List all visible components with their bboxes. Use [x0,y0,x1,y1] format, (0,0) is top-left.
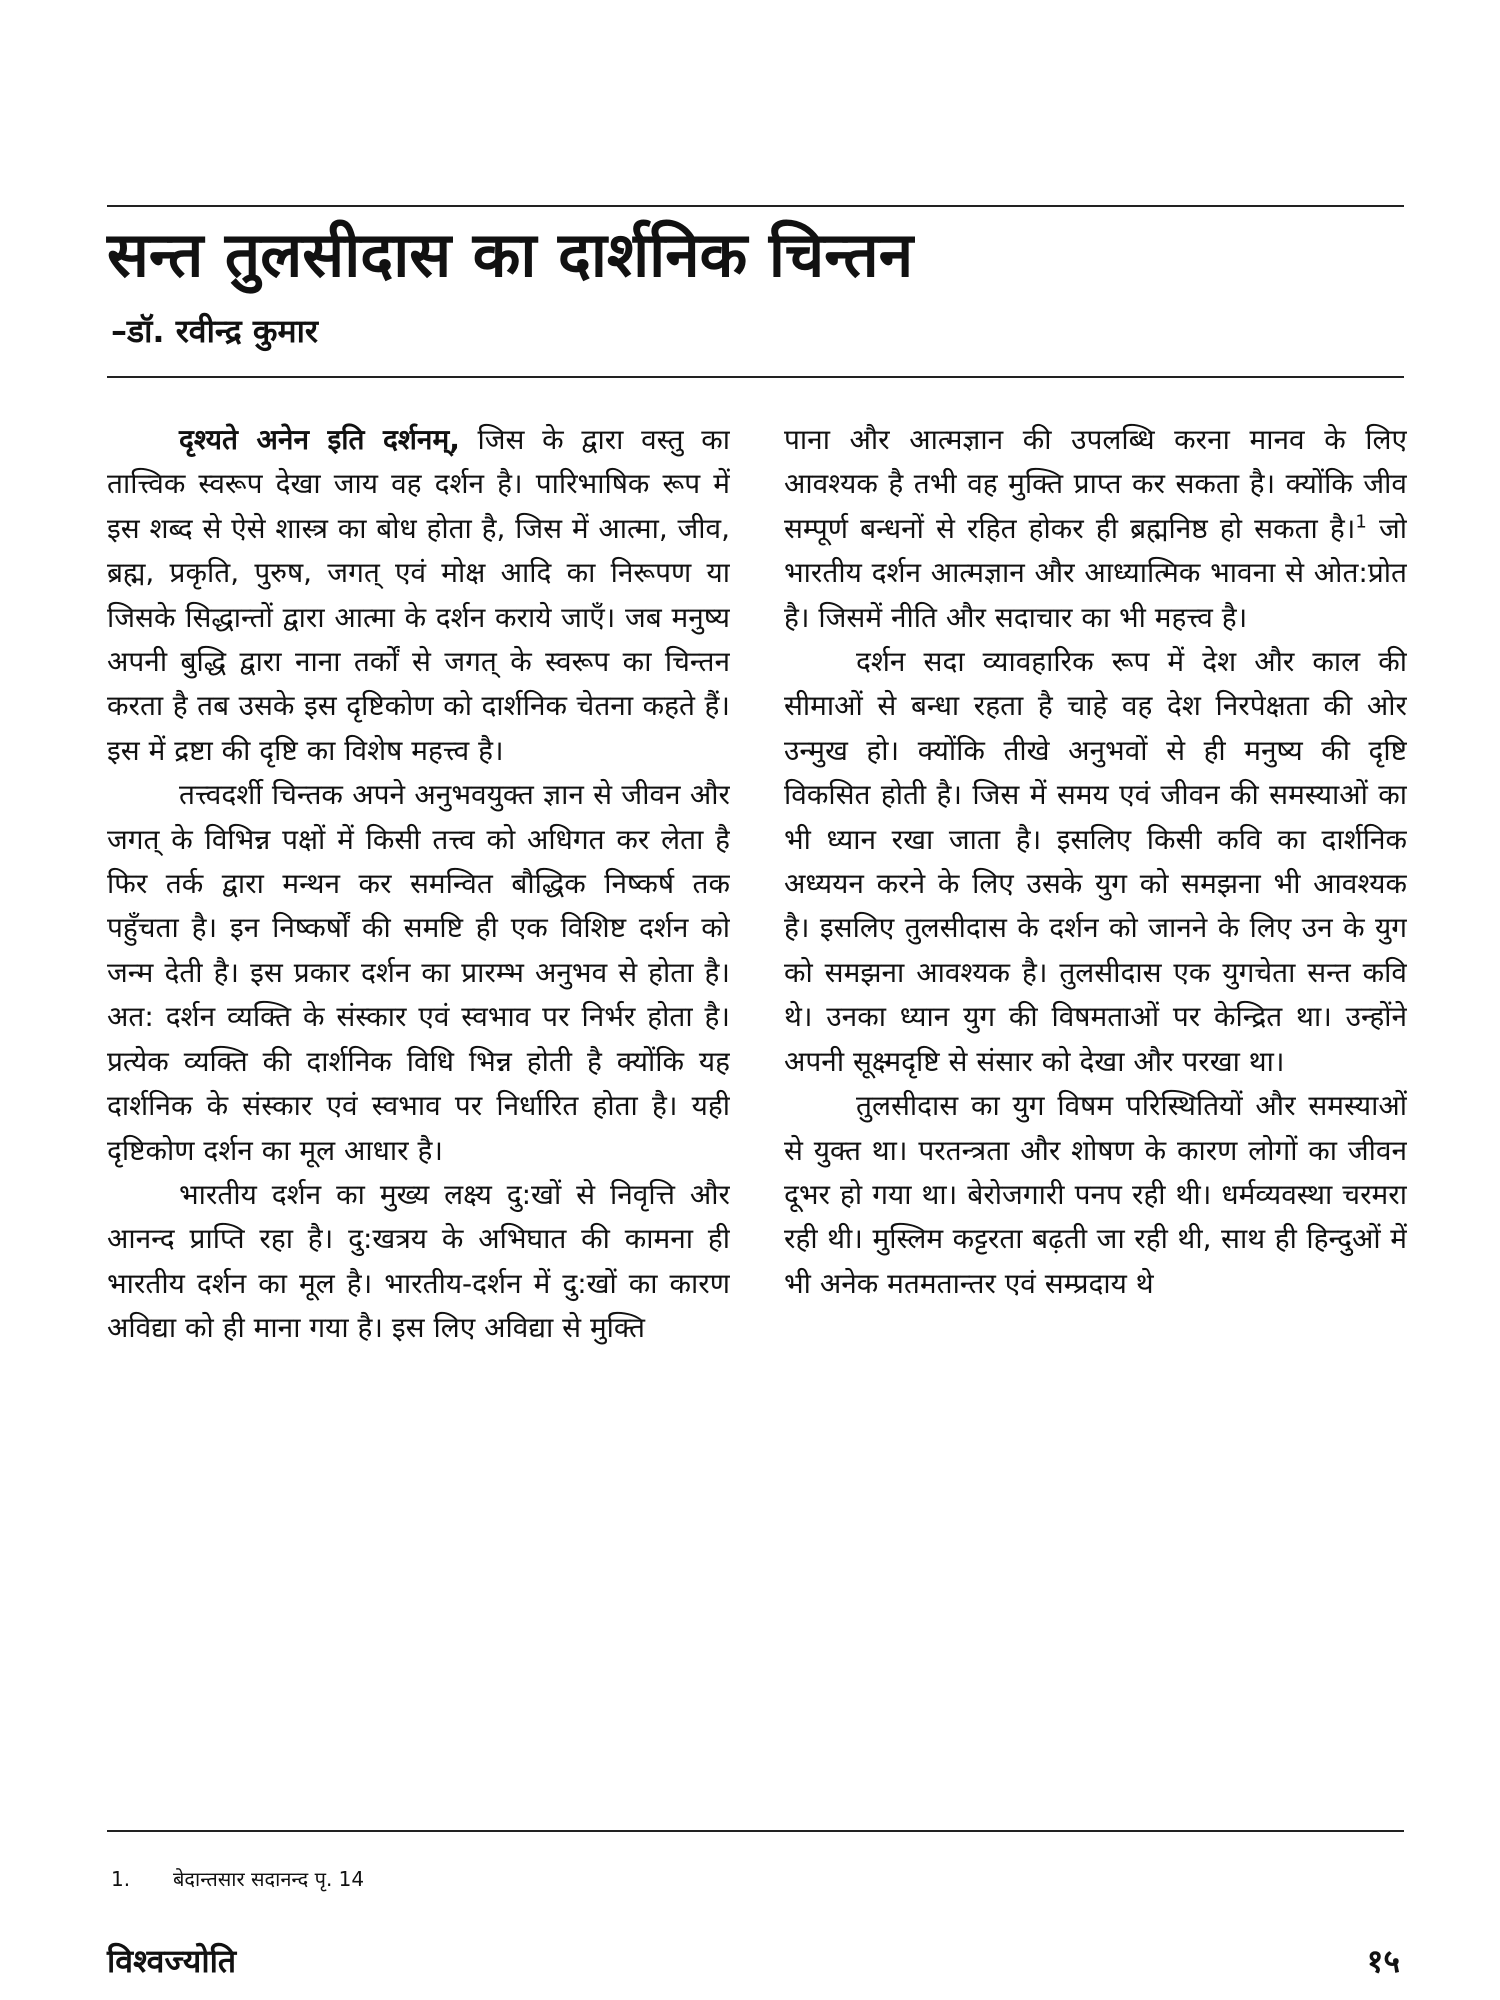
left-column [107,418,730,1808]
paragraph: तत्त्वदर्शी चिन्तक अपने अनुभवयुक्त ज्ञान से जीवन और जगत् के विभिन्न पक्षों में किसी तत्त्व को अधिगत कर लेता है फिर तर्क द्वारा मन्थन कर समन्वित बौद्धिक निष्कर्ष तक पहुँचता है। इन निष्कर्षों की समष्टि ही एक विशिष्ट दर्शन को जन्म देती है। इस प्रकार दर्शन का प्रारम्भ अनुभव से होता है। अत: दर्शन व्यक्ति के संस्कार एवं स्वभाव पर निर्भर होता है। प्रत्येक व्यक्ति की दार्शनिक विधि भिन्न होती है क्योंकि यह दार्शनिक के संस्कार एवं स्वभाव पर निर्धारित होता है। यही दृष्टिकोण दर्शन का मूल आधार है। [107,778,730,1167]
author-byline: –डॉ. रवीन्द्र कुमार [111,312,318,350]
footnote-text: बेदान्तसार सदानन्द पृ. 14 [173,1867,365,1891]
byline-divider [107,376,1404,378]
page-number: १५ [1366,1942,1400,1980]
sanskrit-lead-phrase: दृश्यते अनेन इति दर्शनम्, [179,423,460,456]
paragraph [107,418,730,773]
footnote-divider [107,1830,1404,1832]
paragraph: दर्शन सदा व्यावहारिक रूप में देश और काल की सीमाओं से बन्धा रहता है चाहे वह देश निरपेक्षता की ओर उन्मुख हो। क्योंकि तीखे अनुभवों से ही मनुष्य की दृष्टि विकसित होती है। जिस में समय एवं जीवन की समस्याओं का भी ध्यान रखा जाता है। इसलिए किसी कवि का दार्शनिक अध्ययन करने के लिए उसके युग को समझना भी आवश्यक है। इसलिए तुलसीदास के दर्शन को जानने के लिए उन के युग को समझना आवश्यक है। तुलसीदास एक युगचेता सन्त कवि थे। उनका ध्यान युग की विषमताओं पर केन्द्रित था। उन्होंने अपनी सूक्ष्मदृष्टि से संसार को देखा और परखा था। [784,645,1407,1078]
paragraph: तुलसीदास का युग विषम परिस्थितियों और समस्याओं से युक्त था। परतन्त्रता और शोषण के कारण लोगों का जीवन दूभर हो गया था। बेरोजगारी पनप रही थी। धर्मव्यवस्था चरमरा रही थी। मुस्लिम कट्टरता बढ़ती जा रही थी, साथ ही हिन्दुओं में भी अनेक मतमतान्तर एवं सम्प्रदाय थे [784,1089,1407,1300]
footnote [111,1866,364,1892]
journal-name: विश्वज्योति [107,1942,237,1980]
paragraph-text: पाना और आत्मज्ञान की उपलब्धि करना मानव के लिए आवश्यक है तभी वह मुक्ति प्राप्त कर सकता है। क्योंकि जीव सम्पूर्ण बन्धनों से रहित होकर ही ब्रह्मनिष्ठ हो सकता है। [784,423,1407,545]
footnote-reference: 1 [1355,511,1367,533]
top-divider [107,205,1404,207]
paragraph-text: जो भारतीय दर्शन आत्मज्ञान और आध्यात्मिक भावना से ओत:प्रोत है। जिसमें नीति और सदाचार का भी महत्त्व है। [784,511,1407,634]
right-column [784,418,1407,1808]
paragraph: भारतीय दर्शन का मुख्य लक्ष्य दु:खों से निवृत्ति और आनन्द प्राप्ति रहा है। दु:खत्रय के अभिघात की कामना ही भारतीय दर्शन का मूल है। भारतीय-दर्शन में दु:खों का कारण अविद्या को ही माना गया है। इस लिए अविद्या से मुक्ति [107,1177,730,1345]
footnote-number: 1. [111,1867,131,1891]
paragraph-continued [784,418,1407,640]
article-title: सन्त तुलसीदास का दार्शनिक चिन्तन [107,218,914,291]
paragraph-text: जिस के द्वारा वस्तु का तात्त्विक स्वरूप देखा जाय वह दर्शन है। पारिभाषिक रूप में इस शब्द से ऐसे शास्त्र का बोध होता है, जिस में आत्मा, जीव, ब्रह्म, प्रकृति, पुरुष, जगत् एवं मोक्ष आदि का निरूपण या जिसके सिद्धान्तों द्वारा आत्मा के दर्शन कराये जाएँ। जब मनुष्य अपनी बुद्धि द्वारा नाना तर्कों से जगत् के स्वरूप का चिन्तन करता है तब उसके इस दृष्टिकोण को दार्शनिक चेतना कहते हैं। इस में द्रष्टा की दृष्टि का विशेष महत्त्व है। [107,423,730,767]
